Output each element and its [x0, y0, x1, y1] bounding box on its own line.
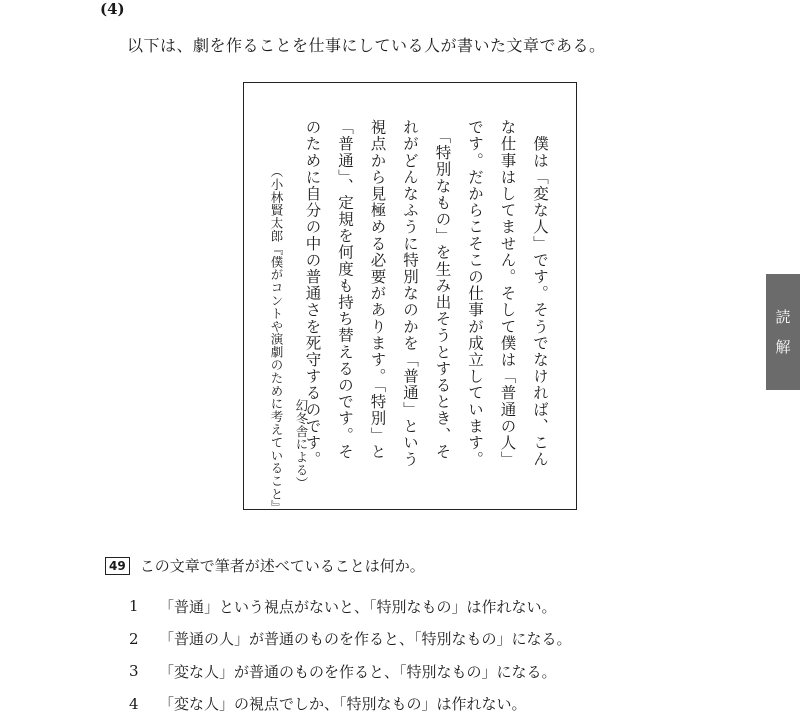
- passage-source: （小林賢太郎『僕がコントや演劇のために考えていること』: [265, 165, 287, 513]
- passage-paragraph-2: 「特別なもの」を生み出そうとするとき、そ れがどんなふうに特別なのかを「普通」という 視点から見極める必要があります。「特別」と 「普通」、定規を何度も持ち替えるのです。そ のために自分の中の普通さを死守するのです。: [296, 119, 459, 468]
- side-tab-char-2: 解: [775, 332, 790, 362]
- choice-text: 「普通の人」が普通のものを作ると、「特別なもの」になる。: [159, 628, 572, 649]
- section-number: (4): [100, 0, 125, 18]
- answer-choices: [129, 590, 572, 720]
- choice-1[interactable]: [129, 590, 572, 623]
- passage-publisher: 幻冬舎による）: [292, 399, 310, 489]
- choice-number: 2: [129, 630, 159, 648]
- choice-text: 「変な人」が普通のものを作ると、「特別なもの」になる。: [159, 661, 557, 682]
- passage-box: [243, 82, 577, 510]
- question: [105, 555, 425, 576]
- choice-number: 1: [129, 597, 159, 615]
- passage-text: [296, 119, 556, 468]
- choice-2[interactable]: [129, 623, 572, 656]
- choice-number: 3: [129, 662, 159, 680]
- choice-number: 4: [129, 695, 159, 713]
- instruction-text: 以下は、劇を作ることを仕事にしている人が書いた文章である。: [127, 33, 606, 56]
- passage-paragraph-1: 僕は「変な人」です。そうでなければ、こん な仕事はしてません。そして僕は「普通の人」 です。だからこそこの仕事が成立しています。: [459, 119, 557, 468]
- question-text: この文章で筆者が述べていることは何か。: [140, 555, 425, 576]
- question-number-badge: 49: [105, 557, 130, 575]
- choice-3[interactable]: [129, 655, 572, 688]
- side-tab-char-1: 読: [775, 302, 790, 332]
- choice-4[interactable]: [129, 688, 572, 720]
- choice-text: 「普通」という視点がないと、「特別なもの」は作れない。: [159, 596, 557, 617]
- choice-text: 「変な人」の視点でしか、「特別なもの」は作れない。: [159, 693, 527, 714]
- side-tab-dokkai: [766, 274, 800, 390]
